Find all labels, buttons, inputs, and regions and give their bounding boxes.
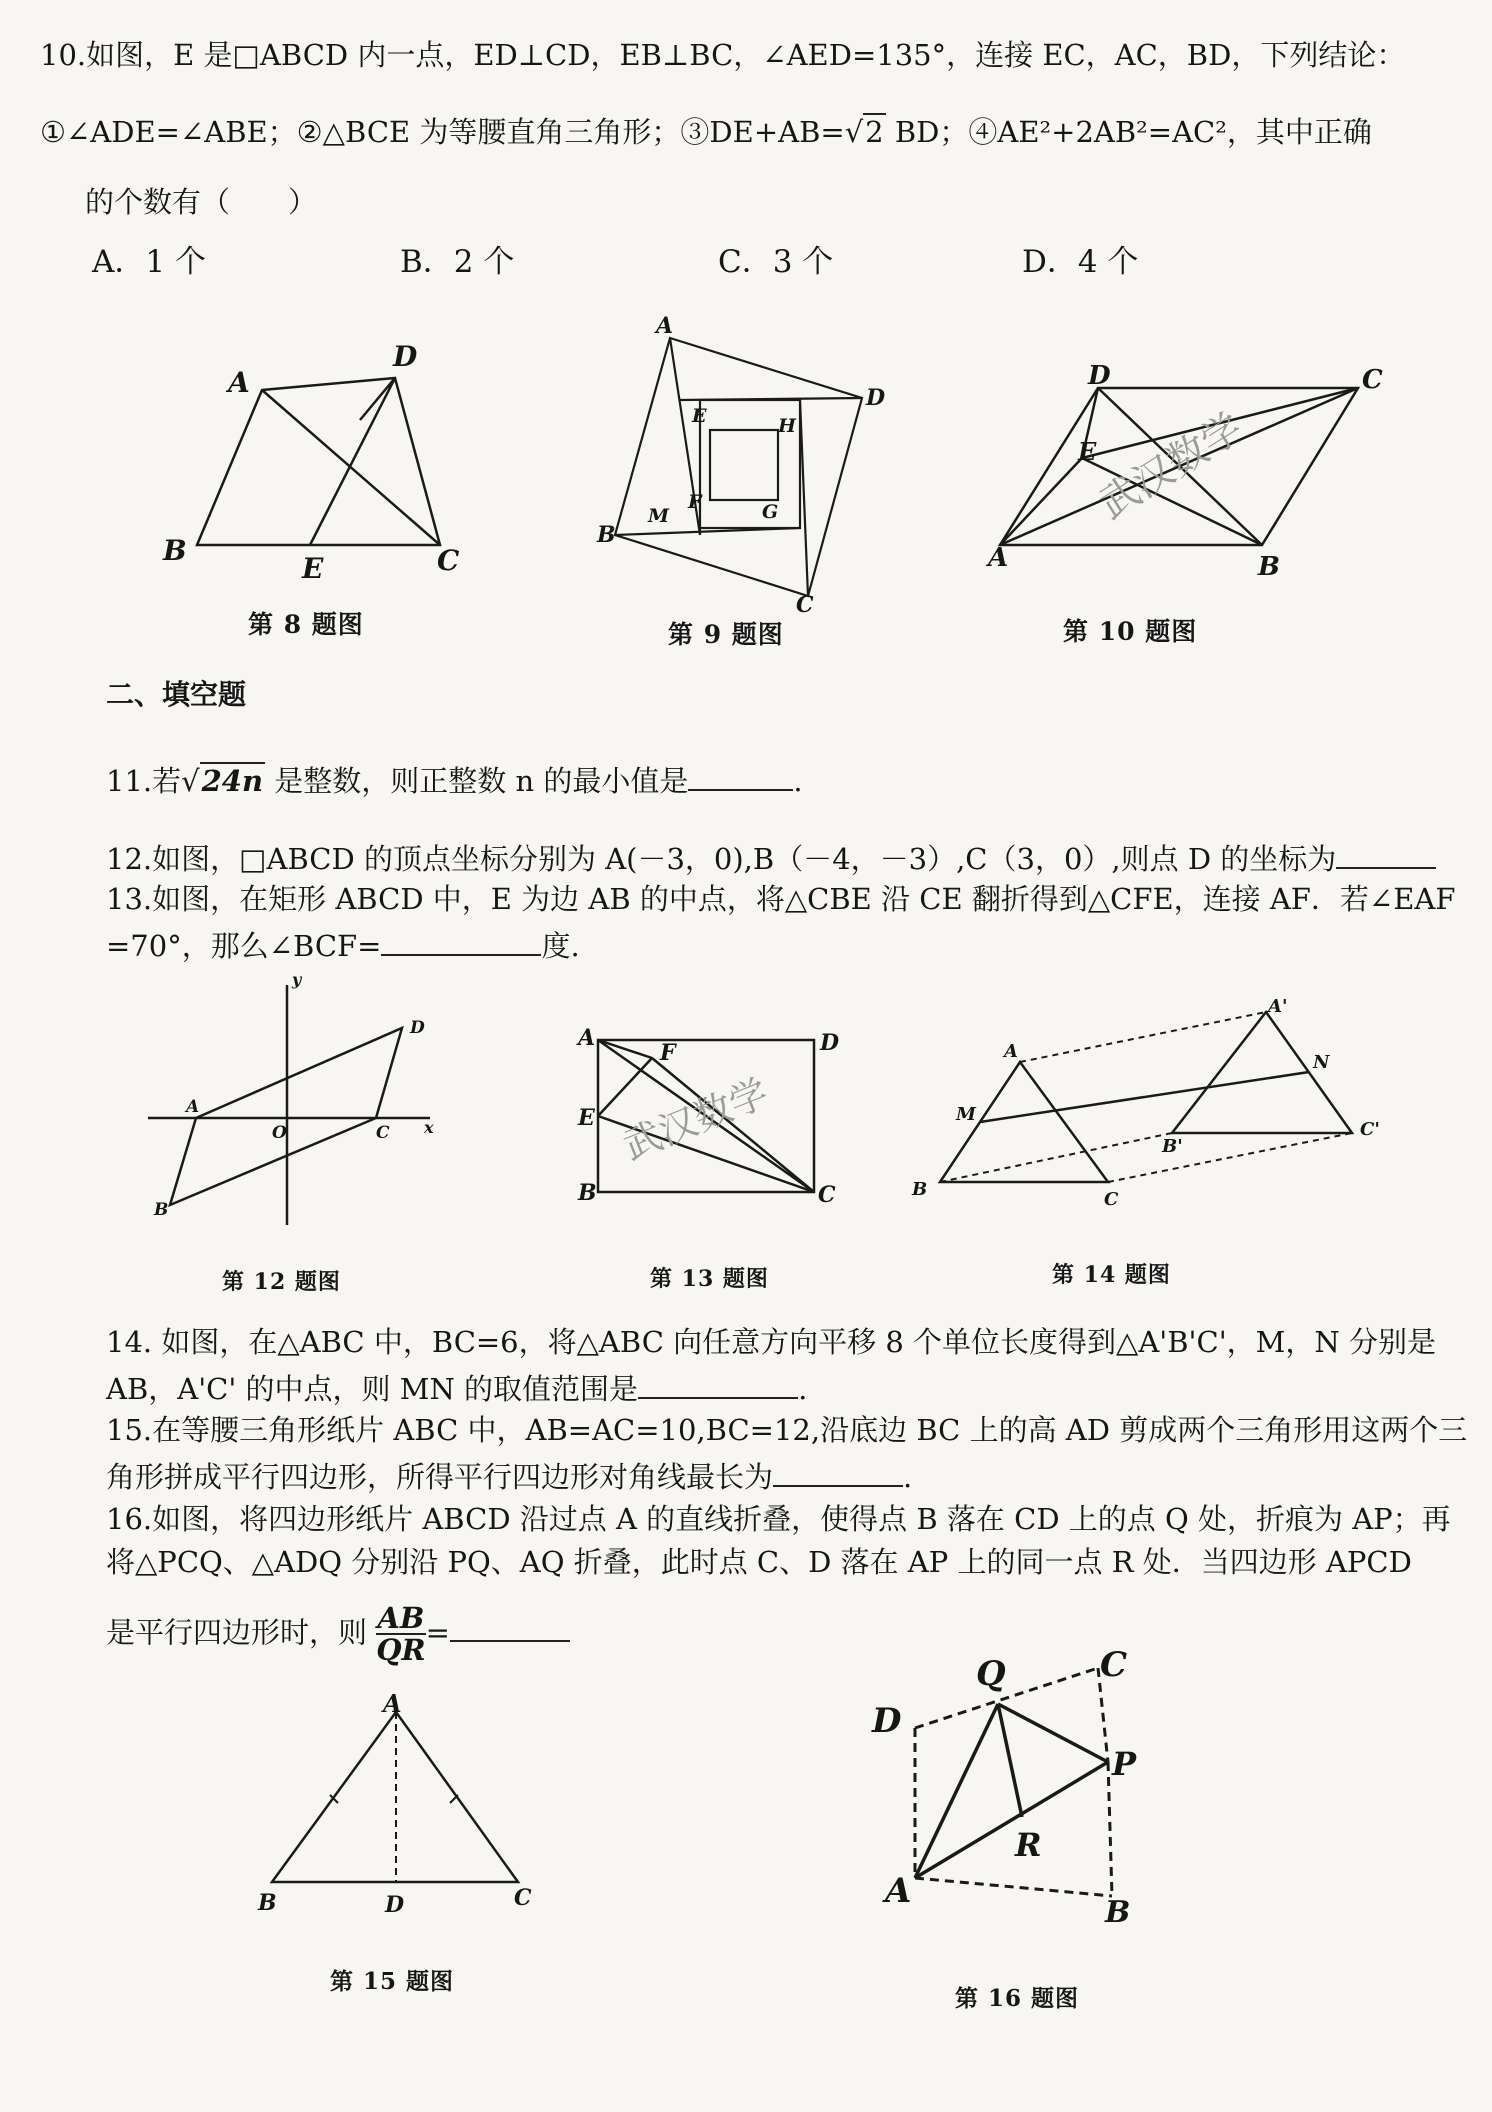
fig13-label-c: C <box>818 1182 836 1208</box>
fig8-label-b: B <box>163 534 187 567</box>
fig14-label-n: N <box>1313 1052 1330 1073</box>
sqrt-symbol: √ <box>844 115 864 149</box>
fig12-label-x: x <box>424 1118 434 1137</box>
q16-line3-prefix: 是平行四边形时，则 <box>106 1615 368 1650</box>
q11-prefix: 11.若 <box>106 764 182 798</box>
q11-end: . <box>793 764 803 798</box>
q11-suffix: 是整数，则正整数 n 的最小值是 <box>265 764 689 798</box>
q14-line2-suffix: . <box>798 1372 808 1406</box>
fig9-label-e: E <box>692 405 707 427</box>
fig9-label-c: C <box>796 592 814 618</box>
q10-sqrt-radicand: 2 <box>865 115 884 149</box>
fig12-label-d: D <box>410 1018 425 1038</box>
fig13-label-a: A <box>578 1025 596 1051</box>
fig12-label-a: A <box>186 1097 200 1117</box>
q11-radicand: 24n <box>201 764 264 798</box>
fig14-label-c-prime: C' <box>1360 1119 1380 1140</box>
fig14-caption: 第 14 题图 <box>1052 1262 1171 1288</box>
fig10-label-c: C <box>1362 365 1383 395</box>
fig10-watermark: 武汉数学 <box>1090 404 1251 529</box>
fig8-caption: 第 8 题图 <box>248 610 364 639</box>
section-title-fill-blank: 二、填空题 <box>106 678 247 711</box>
fig8-label-a: A <box>228 366 250 399</box>
q12-text: 12.如图，□ABCD 的顶点坐标分别为 A(－3，0),B（－4，－3）,C（3，0）,则点 D 的坐标为 <box>106 842 1337 876</box>
fig10-label-e: E <box>1078 437 1097 466</box>
fig15-caption: 第 15 题图 <box>330 1968 455 1995</box>
fig15-label-b: B <box>258 1890 277 1916</box>
sqrt-symbol: √ <box>181 764 200 798</box>
q13-line1: 13.如图，在矩形 ABCD 中，E 为边 AB 的中点，将△CBE 沿 CE 翻折得到△CFE，连接 AF．若∠EAF <box>106 882 1456 916</box>
fig15-label-a: A <box>383 1689 402 1718</box>
fig14-label-a: A <box>1004 1041 1018 1062</box>
fig12-label-b: B <box>154 1200 169 1220</box>
q10-line1-text: E 是□ABCD 内一点，ED⊥CD，EB⊥BC，∠AED=135°，连接 EC，AC，BD，下列结论： <box>173 38 1406 72</box>
q16-fraction-numerator: AB <box>377 1601 425 1635</box>
fig16-label-r: R <box>1015 1826 1042 1864</box>
fig13-watermark: 武汉数学 <box>616 1070 775 1169</box>
fig9-label-f: F <box>688 491 702 513</box>
q13-line2-prefix: =70°，那么∠BCF= <box>106 929 382 963</box>
q16-equals: = <box>425 1615 450 1650</box>
fig16-label-c: C <box>1100 1645 1128 1685</box>
fig15-label-d: D <box>385 1892 405 1918</box>
fig9-caption: 第 9 题图 <box>668 620 784 649</box>
fig16-label-p: P <box>1112 1745 1137 1783</box>
fig14-label-a-prime: A' <box>1268 996 1288 1017</box>
fig16-label-d: D <box>872 1701 902 1741</box>
fig10-label-d: D <box>1088 361 1111 391</box>
fig15-label-c: C <box>514 1885 532 1911</box>
fig8-label-d: D <box>393 340 418 373</box>
fig13-label-b: B <box>578 1180 597 1206</box>
q10-option-c: C．3 个 <box>718 244 834 280</box>
fig8-label-e: E <box>302 552 324 585</box>
fig13-caption: 第 13 题图 <box>650 1266 769 1292</box>
fig12-label-c: C <box>376 1123 390 1143</box>
fig9-label-g: G <box>762 501 779 523</box>
fig14-label-c: C <box>1104 1189 1119 1210</box>
q10-option-a: A．1 个 <box>92 244 206 280</box>
q16-line1: 16.如图，将四边形纸片 ABCD 沿过点 A 的直线折叠，使得点 B 落在 CD 上的点 Q 处，折痕为 AP；再 <box>106 1502 1451 1536</box>
q14-line1: 14. 如图，在△ABC 中，BC=6，将△ABC 向任意方向平移 8 个单位长度得到△A'B'C'，M，N 分别是 <box>106 1325 1436 1359</box>
fig13-label-e: E <box>578 1105 595 1131</box>
q15-line2-suffix: . <box>903 1460 913 1494</box>
fig12-caption: 第 12 题图 <box>222 1269 341 1295</box>
fig16-label-a: A <box>885 1871 912 1911</box>
fig12-label-y: y <box>292 970 302 989</box>
fig9-label-a: A <box>656 313 674 339</box>
fig9-label-m: M <box>648 505 670 527</box>
q10-option-d: D．4 个 <box>1022 244 1139 280</box>
fig10-caption: 第 10 题图 <box>1063 617 1198 646</box>
q14-line2-prefix: AB，A'C' 的中点，则 MN 的取值范围是 <box>106 1372 639 1406</box>
q16-line2: 将△PCQ、△ADQ 分别沿 PQ、AQ 折叠，此时点 C、D 落在 AP 上的同一点 R 处．当四边形 APCD <box>106 1545 1412 1579</box>
fig14-label-b-prime: B' <box>1162 1136 1183 1157</box>
fig12-label-o: O <box>272 1123 287 1143</box>
fig16-label-q: Q <box>976 1654 1006 1694</box>
fig10-label-b: B <box>1258 552 1280 582</box>
fig14-label-b: B <box>912 1179 928 1200</box>
q10-option-b: B．2 个 <box>400 244 515 280</box>
fig8-label-c: C <box>437 544 460 577</box>
q13-line2-suffix: 度. <box>541 929 580 963</box>
q16-fraction-denominator: QR <box>376 1633 426 1668</box>
fig16-label-b: B <box>1105 1895 1131 1930</box>
fig13-label-d: D <box>820 1030 840 1056</box>
fig9-label-h: H <box>778 415 796 437</box>
q10-prefix: 10.如图， <box>40 38 174 72</box>
fig16-caption: 第 16 题图 <box>955 1985 1080 2012</box>
q10-line3: 的个数有（ ） <box>85 185 318 219</box>
q15-line1: 15.在等腰三角形纸片 ABC 中，AB=AC=10,BC=12,沿底边 BC 上的高 AD 剪成两个三角形用这两个三 <box>106 1413 1468 1447</box>
q15-line2-prefix: 角形拼成平行四边形，所得平行四边形对角线最长为 <box>106 1460 774 1494</box>
fig10-label-a: A <box>988 543 1009 573</box>
q10-line2-text: ①∠ADE=∠ABE；②△BCE 为等腰直角三角形；③DE+AB= <box>40 115 845 149</box>
fig14-label-m: M <box>956 1104 976 1125</box>
fig9-label-b: B <box>597 522 616 548</box>
q10-line2-tail: BD；④AE²+2AB²=AC²，其中正确 <box>885 115 1372 149</box>
fig13-label-f: F <box>660 1040 676 1066</box>
fig9-label-d: D <box>866 385 886 411</box>
